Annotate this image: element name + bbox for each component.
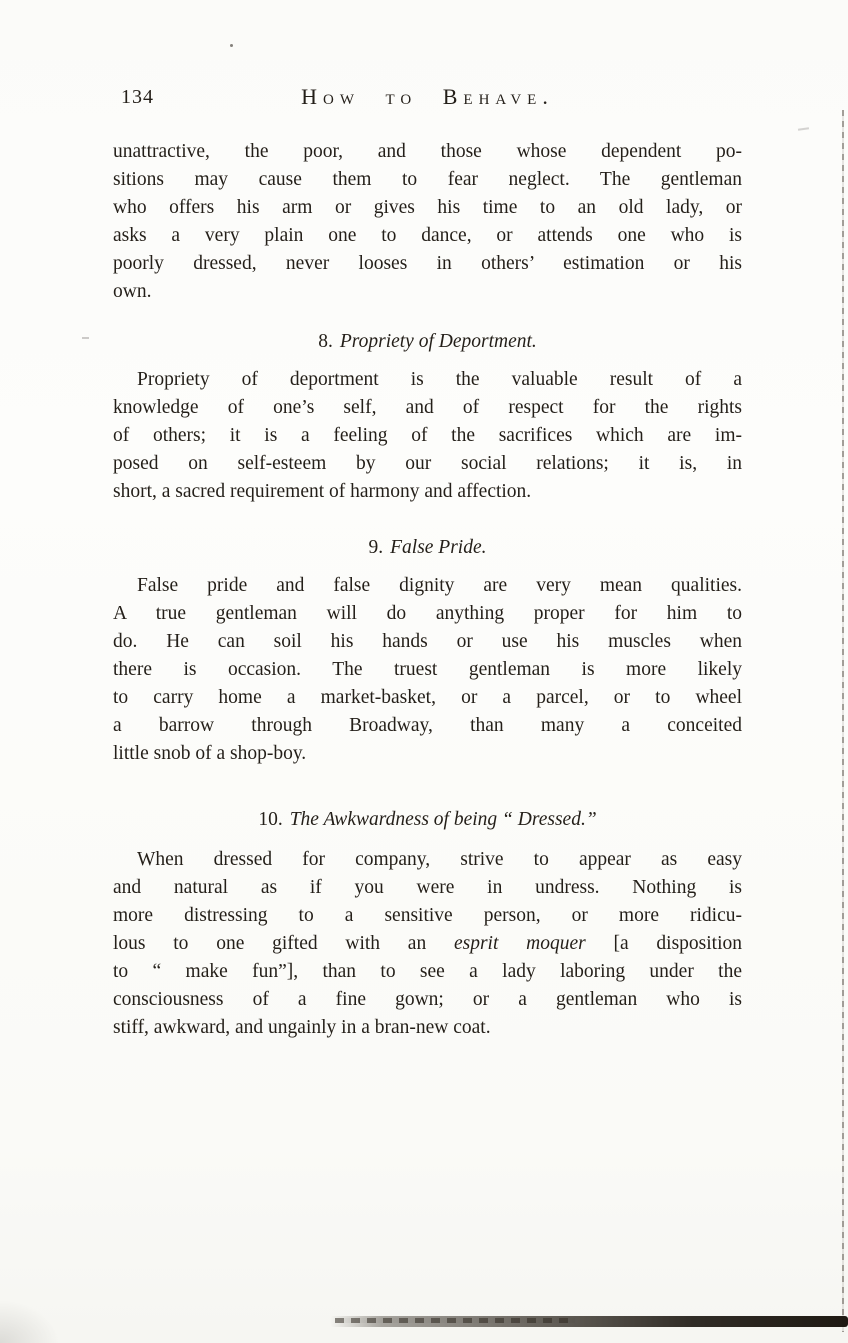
text-line: knowledge of one’s self, and of respect for the rights [113,397,742,418]
text-line: there is occasion. The truest gentleman is more likely [113,659,742,680]
text-line: sitions may cause them to fear neglect. The gentleman [113,169,742,190]
text-line: A true gentleman will do anything proper for him to [113,603,742,624]
text-line: to “ make fun”], than to see a lady laboring under the [113,961,742,982]
scan-artifact-bottom-band [330,1316,848,1327]
scan-artifact-bottom-dashes [335,1318,575,1323]
section-heading-9 [113,534,742,562]
text-line: poorly dressed, never looses in others’ estimation or his [113,253,742,274]
text-line: posed on self-esteem by our social relations; it is, in [113,453,742,474]
text-line: a barrow through Broadway, than many a conceited [113,715,742,736]
text-line: False pride and false dignity are very mean qualities. [137,575,742,596]
paragraph-continuation [113,138,742,306]
text-line: who offers his arm or gives his time to an old lady, or [113,197,742,218]
paragraph-dressed [113,846,742,1042]
section-title: Propriety of Deportment. [339,331,537,352]
section-title: False Pride. [390,537,487,558]
scan-artifact-corner-smudge [0,1300,60,1343]
scan-artifact-right-edge [842,110,844,1332]
text-line: Propriety of deportment is the valuable result of a [137,369,742,390]
scan-artifact-left-tick [82,337,89,339]
text-line [113,930,742,958]
scan-artifact-right-tick [798,127,809,131]
text-line: When dressed for company, strive to appear as easy [137,849,742,870]
text-line: short, a sacred requirement of harmony and affection. [113,481,532,502]
text-line: stiff, awkward, and ungainly in a bran-new coat. [113,1017,491,1038]
section-number: 8. [318,331,333,352]
text-line: and natural as if you were in undress. Nothing is [113,877,742,898]
page-number: 134 [121,86,154,108]
text-line: little snob of a shop-boy. [113,743,307,764]
section-title: The Awkwardness of being “ Dressed.” [289,809,597,830]
section-heading-8 [113,328,742,356]
section-number: 9. [368,537,384,558]
paragraph-propriety [113,366,742,506]
text-line: to carry home a market-basket, or a parcel, or to wheel [113,687,742,708]
text-segment: [a disposition [585,933,743,954]
paragraph-false-pride [113,572,742,768]
scan-artifact-speck [230,44,233,47]
text-line: own. [113,281,152,302]
page-header [113,84,742,114]
text-line: consciousness of a fine gown; or a gentleman who is [113,989,742,1010]
section-heading-10 [113,806,742,834]
text-line: unattractive, the poor, and those whose dependent po- [113,141,742,162]
running-title: How to Behave. [301,84,554,109]
text-segment: lous to one gifted with an [113,933,454,954]
text-line: do. He can soil his hands or use his muscles when [113,631,742,652]
text-line: of others; it is a feeling of the sacrifices which are im- [113,425,742,446]
italic-phrase: esprit moquer [453,933,586,954]
section-number: 10. [258,809,283,830]
text-line: more distressing to a sensitive person, or more ridicu- [113,905,742,926]
text-block [113,138,742,1042]
text-line: asks a very plain one to dance, or attends one who is [113,225,742,246]
